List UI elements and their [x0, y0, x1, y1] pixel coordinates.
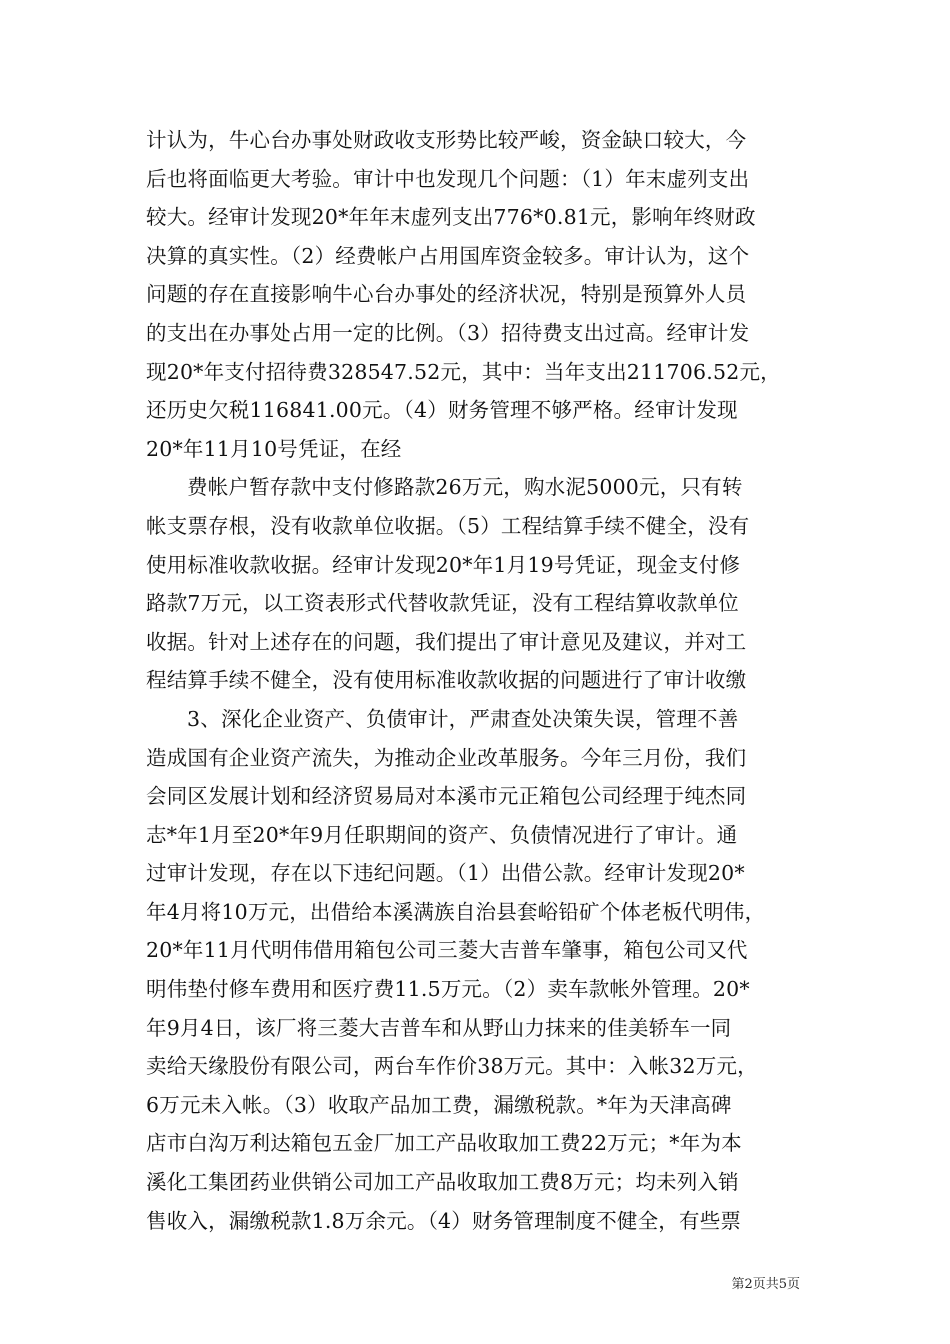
text-line: 现20*年支付招待费328547.52元，其中：当年支出211706.52元，	[146, 359, 781, 384]
text-line: 20*年11月10号凭证，在经	[146, 436, 402, 461]
text-line: 明伟垫付修车费用和医疗费11.5万元。（2）卖车款帐外管理。20*	[146, 977, 750, 1002]
text-line: 过审计发现，存在以下违纪问题。（1）出借公款。经审计发现20*	[146, 861, 745, 886]
text-line: 志*年1月至20*年9月任职期间的资产、负债情况进行了审计。通	[146, 822, 738, 847]
text-line: 帐支票存根，没有收款单位收据。（5）工程结算手续不健全，没有	[146, 513, 750, 538]
text-line: 决算的真实性。（2）经费帐户占用国库资金较多。审计认为，这个	[146, 243, 750, 268]
text-line: 后也将面临更大考验。审计中也发现几个问题：（1）年末虚列支出	[146, 166, 750, 191]
text-line: 20*年11月代明伟借用箱包公司三菱大吉普车肇事，箱包公司又代	[146, 938, 748, 963]
document-body	[146, 121, 806, 1240]
text-line: 较大。经审计发现20*年年末虚列支出776*0.81元，影响年终财政	[146, 205, 756, 230]
text-line: 卖给天缘股份有限公司，两台车作价38万元。其中：入帐32万元，	[146, 1054, 758, 1079]
text-line: 费帐户暂存款中支付修路款26万元，购水泥5000元，只有转	[187, 475, 743, 500]
text-line: 年4月将10万元，出借给本溪满族自治县套峪铅矿个体老板代明伟，	[146, 899, 766, 924]
page-number-footer: 第2页共5页	[731, 1277, 800, 1292]
text-line: 售收入，漏缴税款1.8万余元。（4）财务管理制度不健全，有些票	[146, 1208, 742, 1233]
text-line: 店市白沟万利达箱包五金厂加工产品收取加工费22万元；*年为本	[146, 1131, 742, 1156]
text-line: 收据。针对上述存在的问题，我们提出了审计意见及建议，并对工	[146, 629, 747, 654]
text-line: 3、深化企业资产、负债审计，严肃查处决策失误，管理不善	[187, 706, 739, 731]
text-line: 溪化工集团药业供销公司加工产品收取加工费8万元；均未列入销	[146, 1170, 739, 1195]
text-line: 会同区发展计划和经济贸易局对本溪市元正箱包公司经理于纯杰同	[146, 784, 747, 809]
text-line: 程结算手续不健全，没有使用标准收款收据的问题进行了审计收缴	[146, 668, 747, 693]
text-line: 计认为，牛心台办事处财政收支形势比较严峻，资金缺口较大，今	[146, 128, 747, 152]
text-line: 还历史欠税116841.00元。（4）财务管理不够严格。经审计发现	[146, 398, 738, 423]
text-line: 问题的存在直接影响牛心台办事处的经济状况，特别是预算外人员	[146, 282, 747, 307]
text-line: 使用标准收款收据。经审计发现20*年1月19号凭证，现金支付修	[146, 552, 741, 577]
text-line: 造成国有企业资产流失，为推动企业改革服务。今年三月份，我们	[146, 745, 747, 770]
text-line: 的支出在办事处占用一定的比例。（3）招待费支出过高。经审计发	[146, 320, 750, 345]
text-line: 路款7万元，以工资表形式代替收款凭证，没有工程结算收款单位	[146, 591, 739, 616]
text-line: 年9月4日，该厂将三菱大吉普车和从野山力抹来的佳美轿车一同	[146, 1015, 732, 1040]
text-line: 6万元未入帐。（3）收取产品加工费，漏缴税款。*年为天津高碑	[146, 1092, 732, 1117]
